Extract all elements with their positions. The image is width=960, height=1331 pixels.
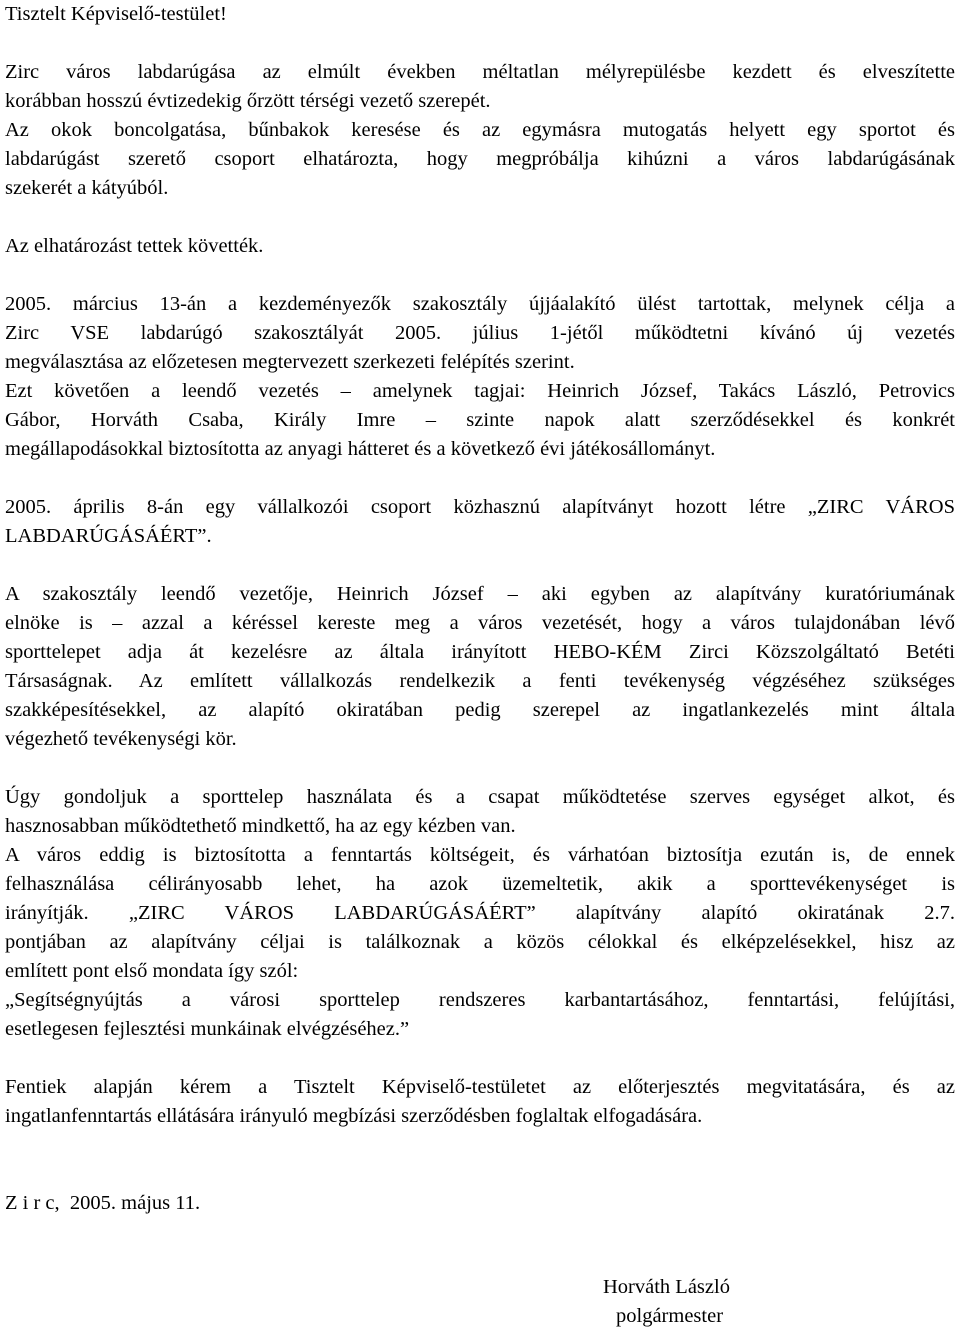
paragraph-line: hasznosabban működtethető mindkettő, ha az egy kézben van. — [5, 815, 516, 837]
spacer — [5, 551, 955, 580]
spacer — [5, 464, 955, 493]
paragraph-initiative — [5, 116, 955, 203]
spacer — [5, 754, 955, 783]
paragraph-leadership — [5, 377, 955, 464]
signatory-title: polgármester — [616, 1305, 724, 1327]
paragraph-line: sporttelepet adja át kezelésre az általa irányított HEBO-KÉM Zirci Közszolgáltató Betéti — [5, 641, 955, 663]
paragraph-line: Fentiek alapján kérem a Tisztelt Képviselő-testületet az előterjesztés megvitatására, és az — [5, 1076, 955, 1098]
paragraph-line: elnöke is – azzal a kéréssel kereste meg a város vezetését, hogy a város tulajdonában lévő — [5, 612, 955, 634]
paragraph-line: Úgy gondoljuk a sporttelep használata és a csapat működtetése szerves egységet alkot, és — [5, 786, 955, 808]
paragraph-meeting — [5, 290, 955, 377]
paragraph-quote — [5, 986, 955, 1044]
paragraph-line: felhasználása célirányosabb lehet, ha azok üzemeltetik, akik a sporttevékenységet is — [5, 873, 955, 895]
paragraph-line: labdarúgást szerető csoport elhatározta, hogy megpróbálja kihúzni a város labdarúgásának — [5, 148, 955, 170]
paragraph-line: ingatlanfenntartás ellátására irányuló megbízási szerződésben foglaltak elfogadására. — [5, 1105, 703, 1127]
paragraph-line: végezhető tevékenységi kör. — [5, 728, 237, 750]
paragraph-line: említett pont első mondata így szól: — [5, 960, 299, 982]
paragraph-line: „Segítségnyújtás a városi sporttelep rendszeres karbantartásához, fenntartási, felújítási, — [5, 989, 955, 1011]
paragraph-line: Zirc VSE labdarúgó szakosztályát 2005. július 1-jétől működtetni kívánó új vezetés — [5, 322, 955, 344]
paragraph-line: korábban hosszú évtizedekig őrzött térségi vezető szerepét. — [5, 90, 491, 112]
paragraph-line: A város eddig is biztosította a fenntartás költségeit, és várhatóan biztosítja ezután is, de ennek — [5, 844, 955, 866]
paragraph-line: 2005. március 13-án a kezdeményezők szakosztály újjáalakító ülést tartottak, melynek célja a — [5, 293, 955, 315]
paragraph-line: LABDARÚGÁSÁÉRT”. — [5, 525, 212, 547]
document-body — [5, 0, 955, 1218]
paragraph-line: Az elhatározást tettek követték. — [5, 235, 264, 257]
paragraph-decision — [5, 232, 955, 261]
signature-block — [603, 1273, 803, 1331]
spacer — [5, 1160, 955, 1189]
paragraph-line: Ezt követően a leendő vezetés – amelynek tagjai: Heinrich József, Takács László, Petrovics — [5, 380, 955, 402]
salutation: Tisztelt Képviselő-testület! — [5, 3, 227, 25]
paragraph-line: szakképesítésekkel, az alapító okiratában pedig szerepel az ingatlankezelés mint általa — [5, 699, 955, 721]
spacer — [5, 203, 955, 232]
paragraph-line: megválasztása az előzetesen megtervezett szerkezeti felépítés szerint. — [5, 351, 575, 373]
paragraph-line: Társaságnak. Az említett vállalkozás rendelkezik a fenti tevékenység végzéséhez szükséges — [5, 670, 955, 692]
paragraph-line: A szakosztály leendő vezetője, Heinrich József – aki egyben az alapítvány kuratóriumának — [5, 583, 955, 605]
spacer — [5, 261, 955, 290]
date-line: Z i r c, 2005. május 11. — [5, 1192, 201, 1214]
spacer — [5, 1044, 955, 1073]
paragraph-line: szekerét a kátyúból. — [5, 177, 169, 199]
paragraph-line: Zirc város labdarúgása az elmúlt években méltatlan mélyrepülésbe kezdett és elveszítette — [5, 61, 955, 83]
paragraph-decline — [5, 58, 955, 116]
paragraph-line: esetlegesen fejlesztési munkáinak elvégzéséhez.” — [5, 1018, 410, 1040]
paragraph-funding — [5, 841, 955, 986]
paragraph-foundation — [5, 493, 955, 551]
paragraph-line: Az okok boncolgatása, bűnbakok keresése és az egymásra mutogatás helyett egy sportot és — [5, 119, 955, 141]
paragraph-line: pontjában az alapítvány céljai is találkoznak a közös célokkal és elképzelésekkel, hisz az — [5, 931, 955, 953]
signatory-name: Horváth László — [603, 1276, 730, 1298]
paragraph-line: megállapodásokkal biztosította az anyagi hátteret és a következő évi játékosállományt. — [5, 438, 716, 460]
paragraph-line: Gábor, Horváth Csaba, Király Imre – szinte napok alatt szerződésekkel és konkrét — [5, 409, 955, 431]
paragraph-line: irányítják. „ZIRC VÁROS LABDARÚGÁSÁÉRT” alapítvány alapító okiratának 2.7. — [5, 902, 955, 924]
paragraph-proposal — [5, 1073, 955, 1131]
spacer — [5, 29, 955, 58]
paragraph-line: 2005. április 8-án egy vállalkozói csoport közhasznú alapítványt hozott létre „ZIRC VÁROS — [5, 496, 955, 518]
spacer — [5, 1131, 955, 1160]
paragraph-unity — [5, 783, 955, 841]
paragraph-request — [5, 580, 955, 754]
